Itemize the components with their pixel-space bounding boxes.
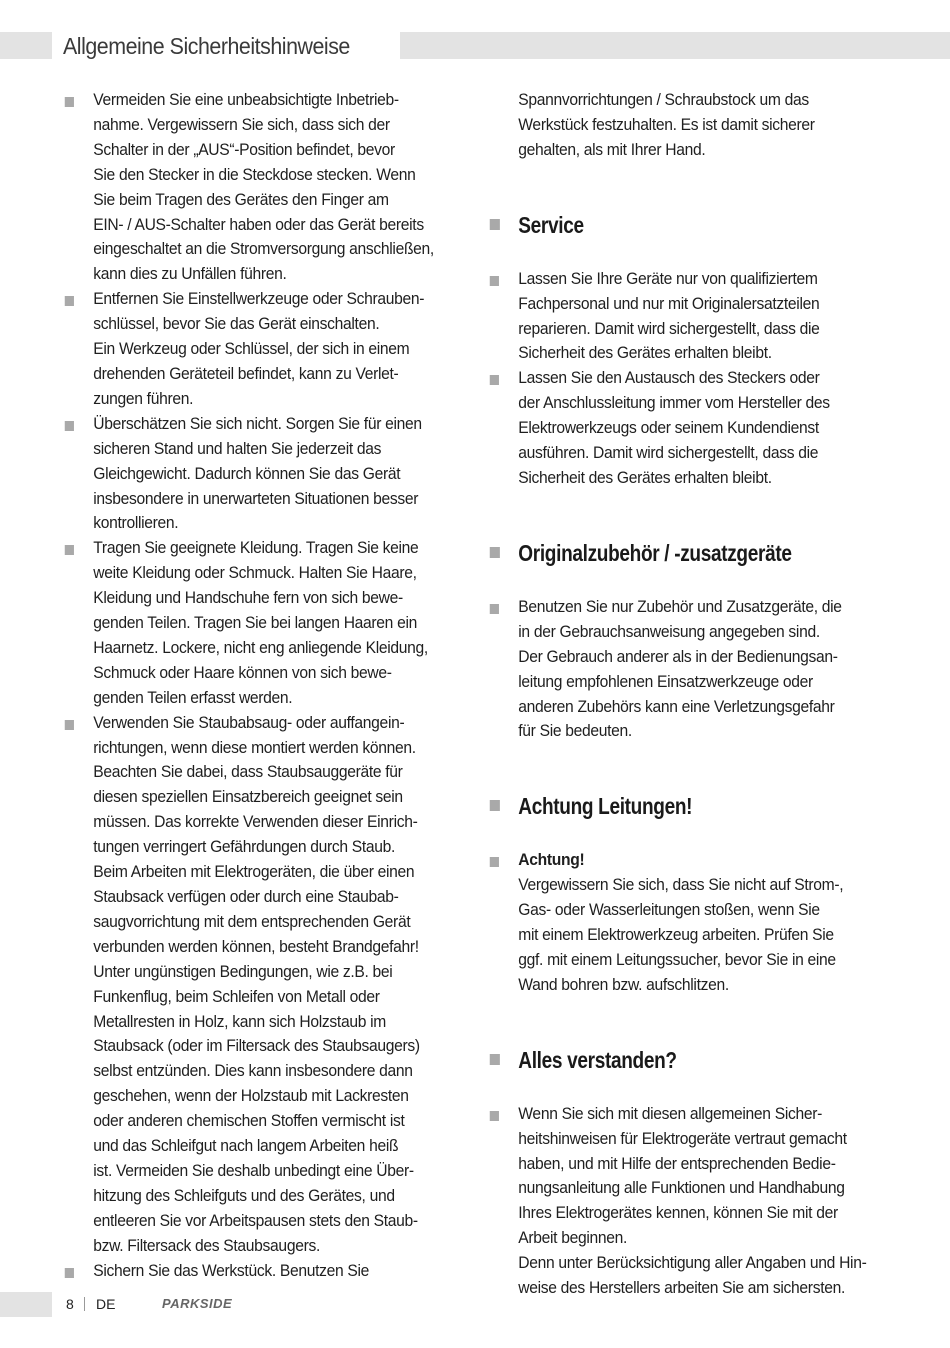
square-bullet-icon	[65, 421, 74, 431]
text-line: leitung empfohlenen Einsatzwerkzeuge oder	[518, 671, 813, 691]
text-line: weite Kleidung oder Schmuck. Halten Sie Haare,	[93, 563, 417, 583]
square-bullet-icon	[490, 276, 499, 286]
text-line: Beim Arbeiten mit Elektrogeräten, die über einen	[93, 862, 415, 882]
text-line: Benutzen Sie nur Zubehör und Zusatzgeräte, die	[518, 596, 842, 616]
footer-divider	[84, 1297, 85, 1311]
section-heading-text: Service	[518, 211, 584, 238]
text-line: mit einem Elektrowerkzeug arbeiten. Prüfen Sie	[518, 925, 834, 945]
list-item	[62, 1259, 439, 1284]
text-line: richtungen, wenn diese montiert werden können.	[93, 737, 416, 757]
square-bullet-icon	[65, 1268, 74, 1278]
text-line: und das Schleifgut nach langem Arbeiten heiß	[93, 1136, 399, 1156]
list-item	[487, 267, 873, 367]
text-line: insbesondere in unerwarteten Situationen besser	[93, 488, 419, 508]
text-line: Überschätzen Sie sich nicht. Sorgen Sie für einen	[93, 413, 422, 433]
text-line: Spannvorrichtungen / Schraubstock um das	[518, 90, 809, 109]
header-bar-right	[400, 32, 950, 59]
text-line: Sicherheit des Gerätes erhalten bleibt.	[518, 467, 772, 487]
list-item	[487, 366, 873, 491]
text-line: Arbeit beginnen.	[518, 1228, 628, 1248]
text-line: hitzung des Schleifguts und des Gerätes, und	[93, 1185, 395, 1205]
text-line: genden Teilen erfasst werden.	[93, 687, 293, 707]
text-line: drehenden Geräteteil befindet, kann zu Verlet-	[93, 363, 399, 383]
page-title: Allgemeine Sicherheitshinweise	[63, 33, 350, 59]
text-line: geschehen, wenn der Holzstaub mit Lackresten	[93, 1086, 409, 1106]
section-heading	[487, 1044, 873, 1076]
square-bullet-icon	[65, 720, 74, 730]
text-line: Wenn Sie sich mit diesen allgemeinen Sicher-	[518, 1103, 822, 1123]
list-item	[62, 536, 439, 710]
text-line: Kleidung und Handschuhe fern von sich bewe-	[93, 588, 403, 608]
text-line: Der Gebrauch anderer als in der Bedienungsan-	[518, 646, 838, 666]
section-heading	[487, 209, 873, 241]
text-line: anderen Zubehörs kann eine Verletzungsgefahr	[518, 696, 835, 716]
footer-bar	[0, 1292, 52, 1317]
square-bullet-icon	[490, 604, 499, 614]
text-line: Sichern Sie das Werkstück. Benutzen Sie	[93, 1260, 370, 1280]
square-bullet-icon	[490, 800, 500, 811]
section-heading-text: Originalzubehör / -zusatzgeräte	[518, 539, 792, 566]
text-line: gehalten, als mit Ihrer Hand.	[518, 139, 706, 159]
text-line: Sicherheit des Gerätes erhalten bleibt.	[518, 343, 772, 363]
brand-logo: PARKSIDE	[162, 1296, 233, 1311]
text-line: reparieren. Damit wird sichergestellt, dass die	[518, 318, 820, 338]
text-line: Elektrowerkzeugs oder seinem Kundendienst	[518, 418, 819, 438]
text-line: bzw. Filtersack des Staubsaugers.	[93, 1235, 320, 1255]
section-heading	[487, 537, 873, 569]
list-item	[487, 1102, 873, 1301]
text-line: für Sie bedeuten.	[518, 721, 632, 741]
square-bullet-icon	[490, 1054, 500, 1065]
text-line: schlüssel, bevor Sie das Gerät einschalten.	[93, 314, 380, 334]
text-line: oder anderen chemischen Stoffen vermischt ist	[93, 1111, 405, 1131]
text-line: diesen speziellen Einsatzbereich geeignet sein	[93, 787, 403, 807]
text-line: Tragen Sie geeignete Kleidung. Tragen Sie keine	[93, 538, 419, 558]
text-line: müssen. Das korrekte Verwenden dieser Einrich-	[93, 812, 418, 832]
text-line: Vergewissern Sie sich, dass Sie nicht auf Strom-,	[518, 875, 844, 895]
list-item	[62, 287, 439, 412]
text-line: tungen verringert Gefährdungen durch Staub.	[93, 837, 396, 857]
text-line: Unter ungünstigen Bedingungen, wie z.B. bei	[93, 961, 393, 981]
text-line: Metallresten in Holz, kann sich Holzstaub im	[93, 1011, 386, 1031]
text-line: saugvorrichtung mit dem entsprechenden Gerät	[93, 911, 411, 931]
list-item	[62, 711, 439, 1259]
square-bullet-icon	[490, 375, 499, 385]
text-line: kontrollieren.	[93, 513, 179, 533]
text-line: weise des Herstellers arbeiten Sie am sichersten.	[518, 1278, 845, 1298]
text-line: Verwenden Sie Staubabsaug- oder auffangein-	[93, 712, 405, 732]
list-item	[487, 595, 873, 744]
text-line: heitshinweisen für Elektrogeräte vertraut gemacht	[518, 1128, 847, 1148]
text-line: Schalter in der „AUS“-Position befindet, bevor	[93, 139, 395, 159]
bold-label: Achtung!	[518, 850, 585, 870]
list-item	[62, 412, 439, 537]
text-line: Staubsack verfügen oder durch eine Staubab-	[93, 887, 399, 906]
text-line: Ihres Elektrogerätes kennen, können Sie mit der	[518, 1203, 838, 1223]
text-line: selbst entzünden. Dies kann insbesondere dann	[93, 1061, 413, 1081]
text-line: Vermeiden Sie eine unbeabsichtigte Inbetrieb-	[93, 90, 399, 109]
text-line: Lassen Sie Ihre Geräte nur von qualifiziertem	[518, 268, 818, 288]
text-line: Denn unter Berücksichtigung aller Angaben und Hin-	[518, 1253, 867, 1273]
list-item	[487, 848, 873, 997]
square-bullet-icon	[490, 547, 500, 558]
square-bullet-icon	[490, 857, 499, 867]
text-line: Sie den Stecker in die Steckdose stecken. Wenn	[93, 164, 416, 184]
text-line: ausführen. Damit wird sichergestellt, dass die	[518, 443, 819, 463]
text-line: Werkstück festzuhalten. Es ist damit sicherer	[518, 114, 815, 134]
text-line: in der Gebrauchsanweisung angegeben sind.	[518, 621, 820, 641]
page-number: 8	[66, 1296, 74, 1312]
text-line: ist. Vermeiden Sie deshalb unbedingt eine Über-	[93, 1160, 414, 1180]
text-line: genden Teilen. Tragen Sie bei langen Haaren ein	[93, 613, 417, 633]
text-line: zungen führen.	[93, 388, 194, 408]
text-line: Staubsack (oder im Filtersack des Staubsaugers)	[93, 1036, 420, 1056]
square-bullet-icon	[490, 1111, 499, 1121]
square-bullet-icon	[65, 97, 74, 107]
text-line: verbunden werden können, besteht Brandgefahr!	[93, 936, 419, 956]
square-bullet-icon	[65, 296, 74, 306]
text-line: sicheren Stand und halten Sie jederzeit das	[93, 438, 382, 458]
text-line: entleeren Sie vor Arbeitspausen stets den Staub-	[93, 1210, 418, 1230]
text-line: Sie beim Tragen des Gerätes den Finger am	[93, 189, 389, 209]
text-line: Entfernen Sie Einstellwerkzeuge oder Schrauben-	[93, 289, 425, 309]
text-line: der Anschlussleitung immer vom Hersteller des	[518, 393, 830, 413]
text-line: Wand bohren bzw. aufschlitzen.	[518, 974, 729, 994]
text-line: Ein Werkzeug oder Schlüssel, der sich in einem	[93, 339, 410, 359]
square-bullet-icon	[490, 219, 500, 230]
square-bullet-icon	[65, 545, 74, 555]
text-line: EIN- / AUS-Schalter haben oder das Gerät bereits	[93, 214, 424, 234]
text-line: Lassen Sie den Austausch des Steckers oder	[518, 368, 820, 388]
text-line: ggf. mit einem Leitungssucher, bevor Sie in eine	[518, 949, 836, 969]
section-heading-text: Alles verstanden?	[518, 1046, 677, 1073]
text-line: Beachten Sie dabei, dass Staubsauggeräte für	[93, 762, 403, 782]
right-column	[487, 88, 873, 1301]
text-line: nungsanleitung alle Funktionen und Handhabung	[518, 1178, 845, 1198]
text-line: kann dies zu Unfällen führen.	[93, 264, 287, 284]
text-line: Haarnetz. Lockere, nicht eng anliegende Kleidung,	[93, 637, 428, 657]
text-line: eingeschaltet an die Stromversorgung anschließen,	[93, 239, 434, 259]
text-line: Fachpersonal und nur mit Originalersatzteilen	[518, 293, 820, 313]
text-line: haben, und mit Hilfe der entsprechenden Bedie-	[518, 1153, 836, 1173]
text-line: Gleichgewicht. Dadurch können Sie das Gerät	[93, 463, 401, 483]
continued-paragraph	[487, 88, 873, 163]
section-heading	[487, 790, 873, 822]
header-bar-left	[0, 32, 52, 59]
language-code: DE	[96, 1296, 116, 1312]
section-heading-text: Achtung Leitungen!	[518, 793, 693, 820]
list-item	[62, 88, 439, 287]
text-line: Schmuck oder Haare können von sich bewe-	[93, 662, 392, 682]
left-column	[62, 88, 439, 1284]
text-line: nahme. Vergewissern Sie sich, dass sich der	[93, 114, 390, 134]
text-line: Funkenflug, beim Schleifen von Metall oder	[93, 986, 380, 1006]
text-line: Gas- oder Wasserleitungen stoßen, wenn Sie	[518, 900, 820, 920]
